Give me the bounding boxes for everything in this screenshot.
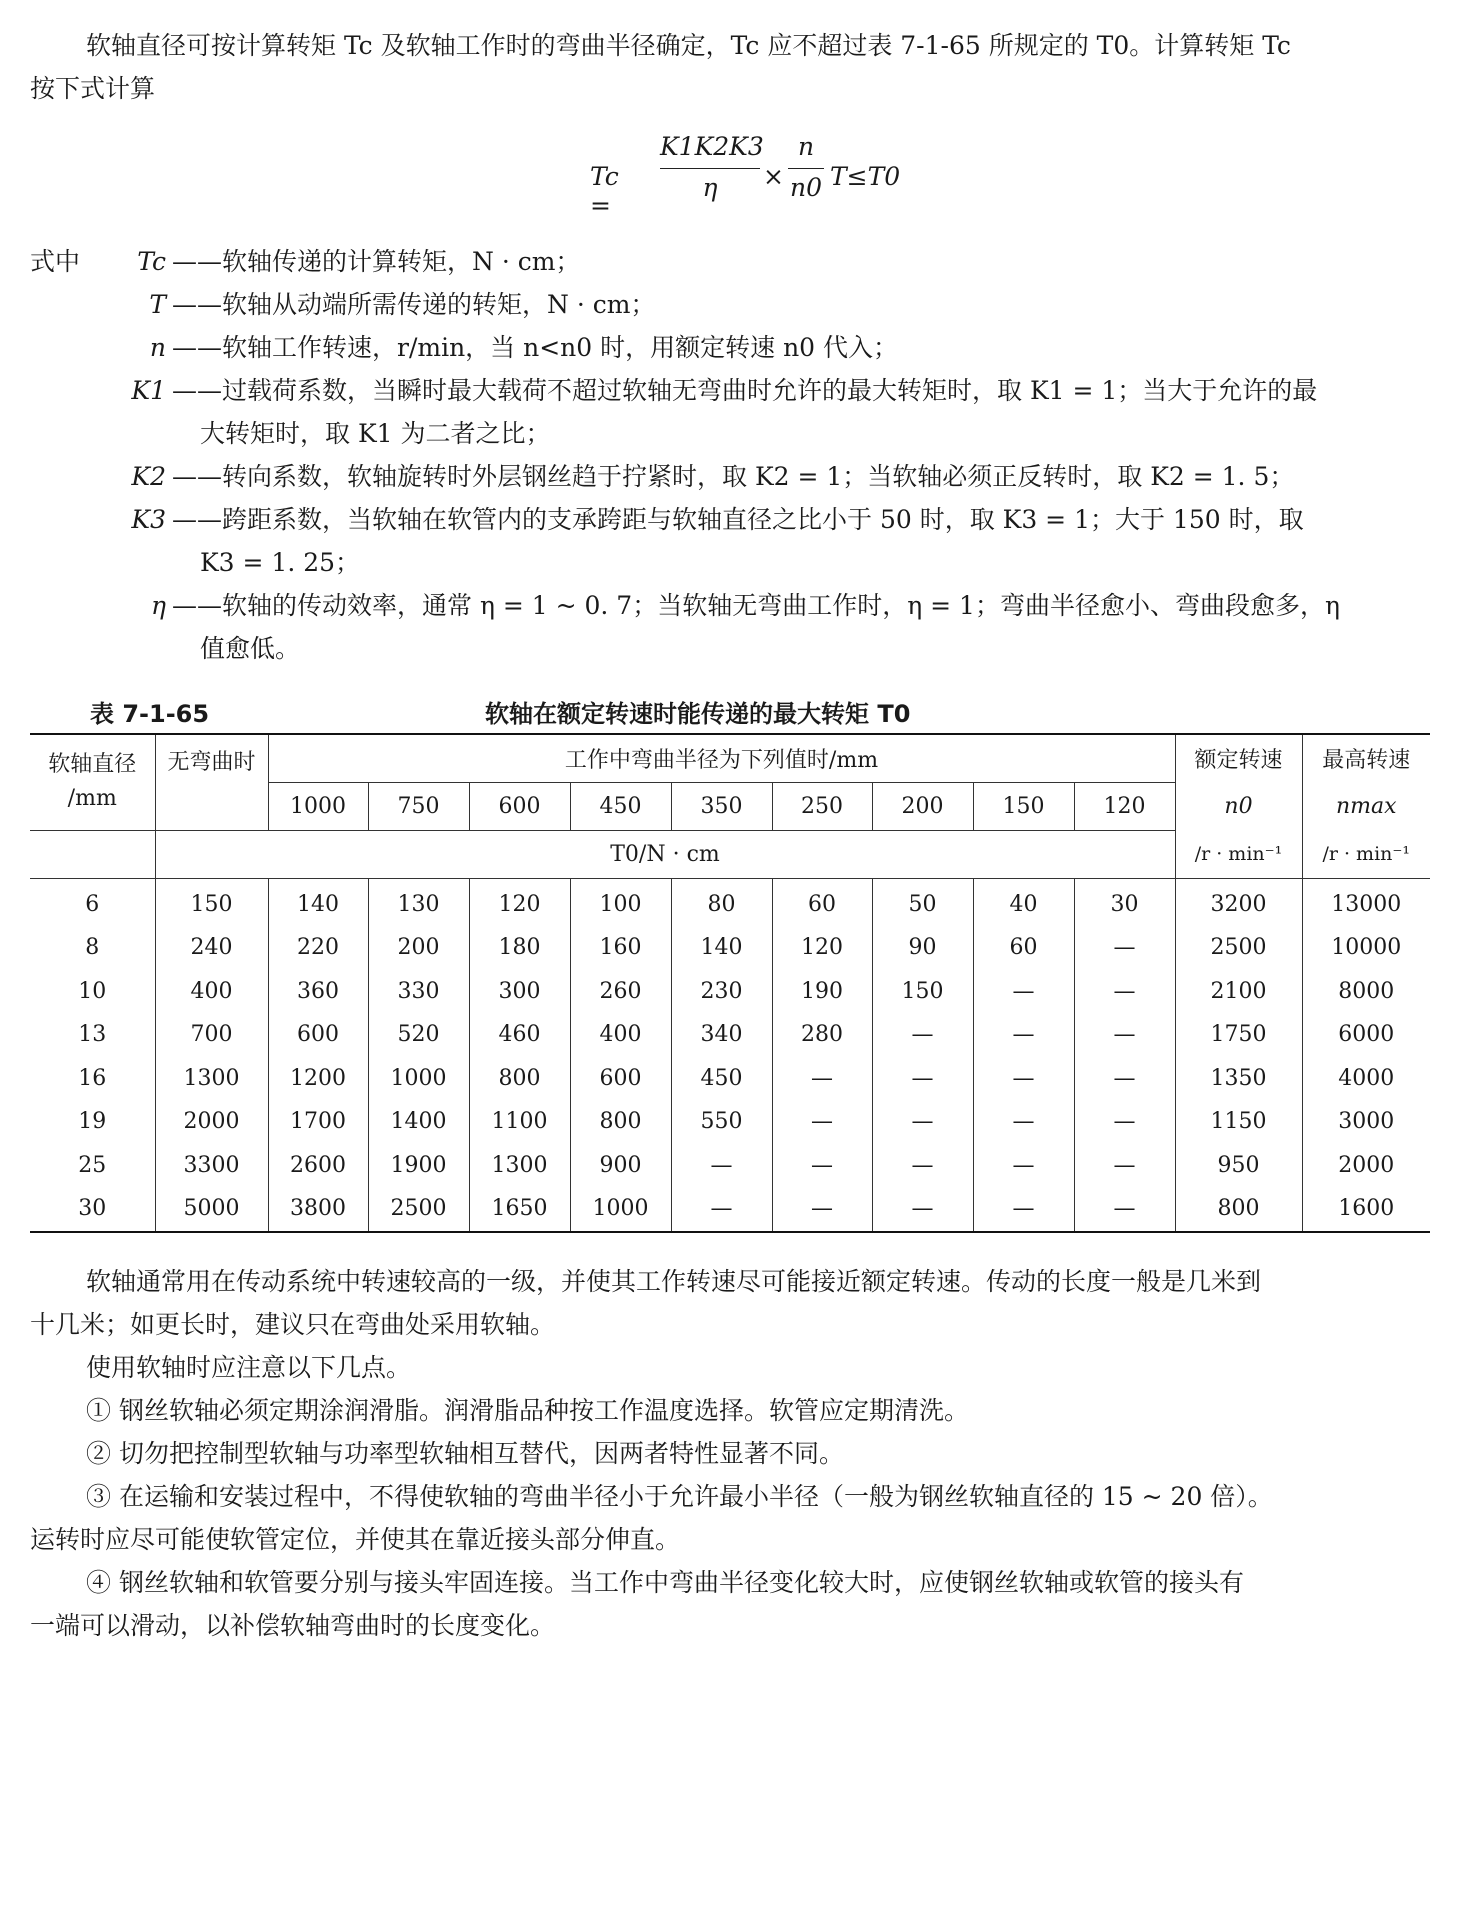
definition-row (30, 584, 1430, 670)
table-cell: — (973, 1100, 1074, 1144)
usage-note-2: ② 切勿把控制型软轴与功率型软轴相互替代，因两者特性显著不同。 (86, 1439, 844, 1468)
table-row (30, 1057, 1430, 1101)
table-cell: 150 (155, 878, 268, 926)
table-title: 软轴在额定转速时能传递的最大转矩 T0 (485, 700, 911, 728)
intro-line-1: 软轴直径可按计算转矩 Tc 及软轴工作时的弯曲半径确定，Tc 应不超过表 7-1-65 所规定的 T0。计算转矩 Tc (86, 31, 1291, 60)
table-cell: — (671, 1144, 772, 1188)
table-cell: — (973, 1013, 1074, 1057)
table-cell: — (1074, 1013, 1175, 1057)
table-cell: 220 (268, 926, 368, 970)
header-rated-unit: /r · min⁻¹ (1175, 830, 1302, 878)
table-cell: 900 (570, 1144, 671, 1188)
definition-row (30, 455, 1430, 498)
formula-rhs: T≤T0 (830, 162, 901, 191)
definition-symbol: T (149, 290, 166, 319)
definition-text: ——软轴传递的计算转矩，N · cm； (172, 247, 581, 276)
table-cell: 1650 (469, 1187, 570, 1232)
table-cell: 100 (570, 878, 671, 926)
table-cell: 1150 (1175, 1100, 1302, 1144)
definition-text-cont: K3 = 1. 25； (200, 548, 361, 577)
table-row (30, 1013, 1430, 1057)
table-cell: 520 (368, 1013, 469, 1057)
table-cell: — (772, 1187, 872, 1232)
cell-diameter: 19 (30, 1100, 155, 1144)
table-cell: 800 (1175, 1187, 1302, 1232)
header-radius: 150 (973, 782, 1074, 830)
table-cell: 150 (872, 970, 973, 1014)
table-cell: — (671, 1187, 772, 1232)
table-cell: — (1074, 1144, 1175, 1188)
table-cell: 1100 (469, 1100, 570, 1144)
table-cell: 2500 (368, 1187, 469, 1232)
table-cell: — (1074, 1187, 1175, 1232)
table-row (30, 926, 1430, 970)
definitions-lead: 式中 (30, 247, 81, 276)
table-cell: 330 (368, 970, 469, 1014)
usage-note-1: ① 钢丝软轴必须定期涂润滑脂。润滑脂品种按工作温度选择。软管应定期清洗。 (86, 1396, 969, 1425)
intro-paragraph (30, 24, 1430, 110)
header-radius: 1000 (268, 782, 368, 830)
table-cell: 10000 (1302, 926, 1430, 970)
header-bend-group: 工作中弯曲半径为下列值时/mm (268, 734, 1175, 782)
table-cell: — (772, 1144, 872, 1188)
table-cell: — (872, 1013, 973, 1057)
table-body (30, 878, 1430, 1232)
table-cell: 300 (469, 970, 570, 1014)
definition-row (30, 240, 1430, 283)
formula-numerator-2: n (797, 132, 815, 161)
table-cell: 1200 (268, 1057, 368, 1101)
table-cell: 400 (155, 970, 268, 1014)
cell-diameter: 10 (30, 970, 155, 1014)
definition-row (30, 369, 1430, 455)
table-cell: — (1074, 926, 1175, 970)
table-cell: 180 (469, 926, 570, 970)
table-cell: 40 (973, 878, 1074, 926)
fraction-bar (788, 168, 824, 169)
table-cell: — (1074, 1100, 1175, 1144)
header-no-bend: 无弯曲时 (155, 734, 268, 830)
table-cell: 400 (570, 1013, 671, 1057)
header-radius: 600 (469, 782, 570, 830)
table-cell: 800 (570, 1100, 671, 1144)
definition-symbol: K2 (131, 462, 166, 491)
table-cell: — (772, 1100, 872, 1144)
table-cell: 50 (872, 878, 973, 926)
table-cell: 2600 (268, 1144, 368, 1188)
table-cell: 3800 (268, 1187, 368, 1232)
header-radius: 450 (570, 782, 671, 830)
table-cell: — (973, 1144, 1074, 1188)
table-cell: 60 (772, 878, 872, 926)
definition-text-cont: 值愈低。 (200, 634, 301, 663)
table-cell: 600 (268, 1013, 368, 1057)
table-cell: 3200 (1175, 878, 1302, 926)
table-cell: 3000 (1302, 1100, 1430, 1144)
table-row (30, 970, 1430, 1014)
usage-notes (30, 1260, 1430, 1647)
usage-paragraph-line-1: 软轴通常用在传动系统中转速较高的一级，并使其工作转速尽可能接近额定转速。传动的长度一般是几米到 (86, 1267, 1262, 1296)
cell-diameter: 25 (30, 1144, 155, 1188)
table-cell: 700 (155, 1013, 268, 1057)
usage-intro: 使用软轴时应注意以下几点。 (86, 1353, 412, 1382)
definition-symbol: K1 (131, 376, 166, 405)
table-cell: — (1074, 970, 1175, 1014)
table-cell: 360 (268, 970, 368, 1014)
table-cell: — (872, 1144, 973, 1188)
definition-symbol: K3 (131, 505, 166, 534)
header-diameter-unit: /mm (67, 786, 117, 812)
table-cell: — (973, 970, 1074, 1014)
table-cell: 1300 (469, 1144, 570, 1188)
table-cell: 280 (772, 1013, 872, 1057)
table-cell: 460 (469, 1013, 570, 1057)
table-cell: 30 (1074, 878, 1175, 926)
table-cell: 120 (469, 878, 570, 926)
definition-text: ——软轴从动端所需传递的转矩，N · cm； (172, 290, 656, 319)
header-radius: 200 (872, 782, 973, 830)
table-cell: 2100 (1175, 970, 1302, 1014)
table-cell: 3300 (155, 1144, 268, 1188)
table-cell: 160 (570, 926, 671, 970)
table-cell: 2500 (1175, 926, 1302, 970)
table-caption (30, 690, 1430, 730)
header-max-speed: 最高转速 (1302, 734, 1430, 782)
table-cell: — (1074, 1057, 1175, 1101)
table-cell: 90 (872, 926, 973, 970)
table-cell: 1350 (1175, 1057, 1302, 1101)
header-rated-speed: 额定转速 (1175, 734, 1302, 782)
table-cell: 5000 (155, 1187, 268, 1232)
definition-symbol: η (151, 591, 166, 620)
definition-text: ——软轴工作转速，r/min，当 n<n0 时，用额定转速 n0 代入； (172, 333, 899, 362)
table-cell: 450 (671, 1057, 772, 1101)
definition-row (30, 326, 1430, 369)
definition-text: ——过载荷系数，当瞬时最大载荷不超过软轴无弯曲时允许的最大转矩时，取 K1 = 1；当大于允许的最 (172, 376, 1318, 405)
header-max-symbol: nmax (1302, 782, 1430, 830)
definition-text: ——软轴的传动效率，通常 η = 1 ~ 0. 7；当软轴无弯曲工作时，η = 1；弯曲半径愈小、弯曲段愈多，η (172, 591, 1340, 620)
table-cell: 1900 (368, 1144, 469, 1188)
formula-fraction-1 (660, 132, 764, 202)
table-cell: 130 (368, 878, 469, 926)
table-cell: 240 (155, 926, 268, 970)
table-cell: — (772, 1057, 872, 1101)
table-cell: 13000 (1302, 878, 1430, 926)
usage-note-3-line-2: 运转时应尽可能使软管定位，并使其在靠近接头部分伸直。 (30, 1525, 681, 1554)
formula-numerator-1: K1K2K3 (660, 132, 764, 161)
table-number: 表 7-1-65 (90, 700, 210, 728)
fraction-bar (660, 168, 760, 169)
table-cell: 340 (671, 1013, 772, 1057)
table-cell: 1000 (570, 1187, 671, 1232)
formula-fraction-2 (788, 132, 824, 202)
table-cell: 800 (469, 1057, 570, 1101)
table-cell: 1700 (268, 1100, 368, 1144)
table-cell: — (872, 1057, 973, 1101)
table-cell: 230 (671, 970, 772, 1014)
table-cell: — (872, 1100, 973, 1144)
table-cell: — (872, 1187, 973, 1232)
cell-diameter: 6 (30, 878, 155, 926)
table-cell: 140 (268, 878, 368, 926)
header-diameter-label: 软轴直径 (48, 752, 137, 778)
table-cell: 6000 (1302, 1013, 1430, 1057)
table-cell: 1750 (1175, 1013, 1302, 1057)
table-cell: 80 (671, 878, 772, 926)
table-cell: — (973, 1057, 1074, 1101)
table-row (30, 878, 1430, 926)
header-max-unit: /r · min⁻¹ (1302, 830, 1430, 878)
intro-line-2: 按下式计算 (30, 74, 156, 103)
table-cell: 120 (772, 926, 872, 970)
table-cell: 1400 (368, 1100, 469, 1144)
header-blank (30, 830, 155, 878)
definition-row (30, 498, 1430, 584)
formula-denominator-2: n0 (789, 173, 822, 202)
table-row (30, 1144, 1430, 1188)
cell-diameter: 30 (30, 1187, 155, 1232)
table-cell: 4000 (1302, 1057, 1430, 1101)
table-cell: 950 (1175, 1144, 1302, 1188)
header-radius: 750 (368, 782, 469, 830)
torque-table (30, 733, 1430, 1233)
table-cell: 1600 (1302, 1187, 1430, 1232)
header-torque-unit: T0/N · cm (155, 830, 1175, 878)
usage-note-3-line-1: ③ 在运输和安装过程中，不得使软轴的弯曲半径小于允许最小半径（一般为钢丝软轴直径的 15 ~ 20 倍）。 (86, 1482, 1273, 1511)
table-cell: 200 (368, 926, 469, 970)
definition-symbol: Tc (137, 247, 166, 276)
definition-text-cont: 大转矩时，取 K1 为二者之比； (200, 419, 551, 448)
table-cell: 60 (973, 926, 1074, 970)
table-cell: 600 (570, 1057, 671, 1101)
cell-diameter: 8 (30, 926, 155, 970)
table-cell: 1000 (368, 1057, 469, 1101)
usage-note-4-line-2: 一端可以滑动，以补偿软轴弯曲时的长度变化。 (30, 1611, 556, 1640)
formula-times: × (763, 162, 784, 191)
table-cell: — (973, 1187, 1074, 1232)
definition-symbol: n (149, 333, 166, 362)
usage-paragraph-line-2: 十几米；如更长时，建议只在弯曲处采用软轴。 (30, 1310, 556, 1339)
header-radius: 250 (772, 782, 872, 830)
table-cell: 140 (671, 926, 772, 970)
formula-lhs: Tc = (590, 162, 619, 220)
table-cell: 2000 (155, 1100, 268, 1144)
cell-diameter: 13 (30, 1013, 155, 1057)
table-cell: 550 (671, 1100, 772, 1144)
definition-text: ——转向系数，软轴旋转时外层钢丝趋于拧紧时，取 K2 = 1；当软轴必须正反转时，取 K2 = 1. 5； (172, 462, 1295, 491)
usage-note-4-line-1: ④ 钢丝软轴和软管要分别与接头牢固连接。当工作中弯曲半径变化较大时，应使钢丝软轴或软管的接头有 (86, 1568, 1244, 1597)
definition-text: ——跨距系数，当软轴在软管内的支承跨距与软轴直径之比小于 50 时，取 K3 = 1；大于 150 时，取 (172, 505, 1304, 534)
table-cell: 8000 (1302, 970, 1430, 1014)
header-diameter (30, 734, 155, 830)
header-rated-symbol: n0 (1175, 782, 1302, 830)
table-cell: 2000 (1302, 1144, 1430, 1188)
definition-row (30, 283, 1430, 326)
table-cell: 1300 (155, 1057, 268, 1101)
table-row (30, 1187, 1430, 1232)
symbol-definitions (30, 240, 1430, 670)
header-radius: 350 (671, 782, 772, 830)
table-cell: 260 (570, 970, 671, 1014)
header-radius: 120 (1074, 782, 1175, 830)
table-cell: 190 (772, 970, 872, 1014)
table-row (30, 1100, 1430, 1144)
cell-diameter: 16 (30, 1057, 155, 1101)
formula-denominator-1: η (702, 173, 718, 202)
